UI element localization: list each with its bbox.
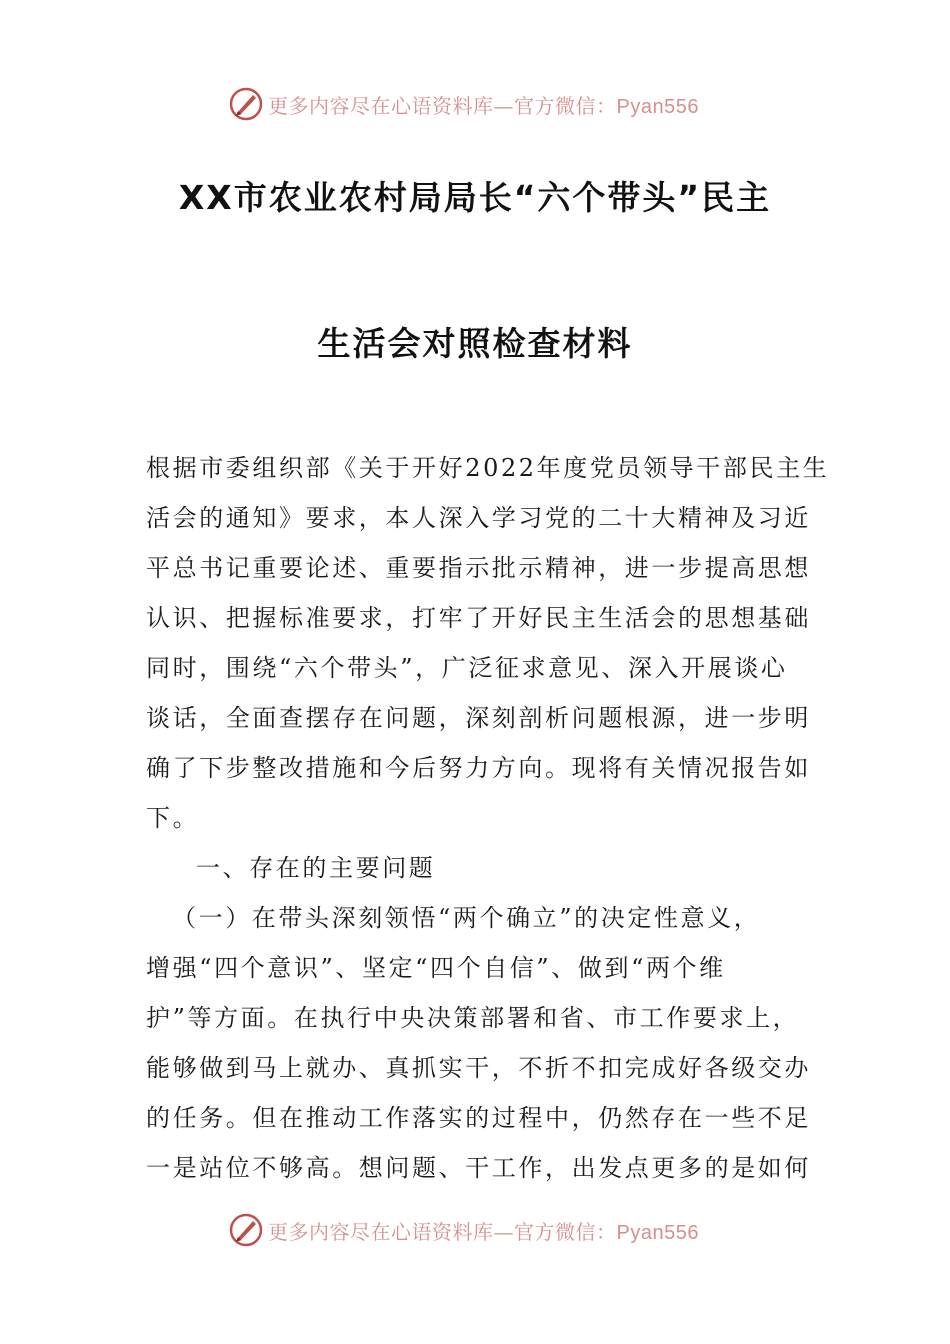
watermark-top [228, 84, 699, 124]
section-heading: 一、存在的主要问题 [196, 854, 436, 882]
body-line: 根据市委组织部《关于开好2022年度党员领导干部民主生 [146, 454, 830, 482]
document-title-line-2: 生活会对照检查材料 [317, 324, 633, 363]
watermark-text: 更多内容尽在心语资料库—官方微信：Pyan556 [268, 1219, 699, 1244]
body-line: 谈话，全面查摆存在问题，深刻剖析问题根源，进一步明 [146, 704, 811, 732]
subsection-heading: （一）在带头深刻领悟“两个确立”的决定性意义， [172, 904, 761, 932]
body-line: 增强“四个意识”、坚定“四个自信”、做到“两个维 [146, 954, 726, 982]
body-line: 活会的通知》要求，本人深入学习党的二十大精神及习近 [146, 504, 811, 532]
pen-logo-icon [228, 1212, 264, 1248]
body-line: 认识、把握标准要求，打牢了开好民主生活会的思想基础 [146, 604, 811, 632]
body-line: 能够做到马上就办、真抓实干，不折不扣完成好各级交办 [146, 1054, 811, 1082]
pen-logo-icon [228, 86, 264, 122]
watermark-text: 更多内容尽在心语资料库—官方微信：Pyan556 [268, 93, 699, 118]
body-line: 的任务。但在推动工作落实的过程中，仍然存在一些不足 [146, 1104, 811, 1132]
body-line: 一是站位不够高。想问题、干工作，出发点更多的是如何 [146, 1154, 811, 1182]
body-line: 护”等方面。在执行中央决策部署和省、市工作要求上， [146, 1004, 800, 1032]
body-line: 同时，围绕“六个带头”，广泛征求意见、深入开展谈心 [146, 654, 788, 682]
watermark-bottom [228, 1210, 699, 1250]
body-line: 确了下步整改措施和今后努力方向。现将有关情况报告如 [146, 754, 811, 782]
body-line: 下。 [146, 804, 200, 832]
body-line: 平总书记重要论述、重要指示批示精神，进一步提高思想 [146, 554, 811, 582]
document-title-line-1: XX市农业农村局局长“六个带头”民主 [178, 178, 772, 217]
